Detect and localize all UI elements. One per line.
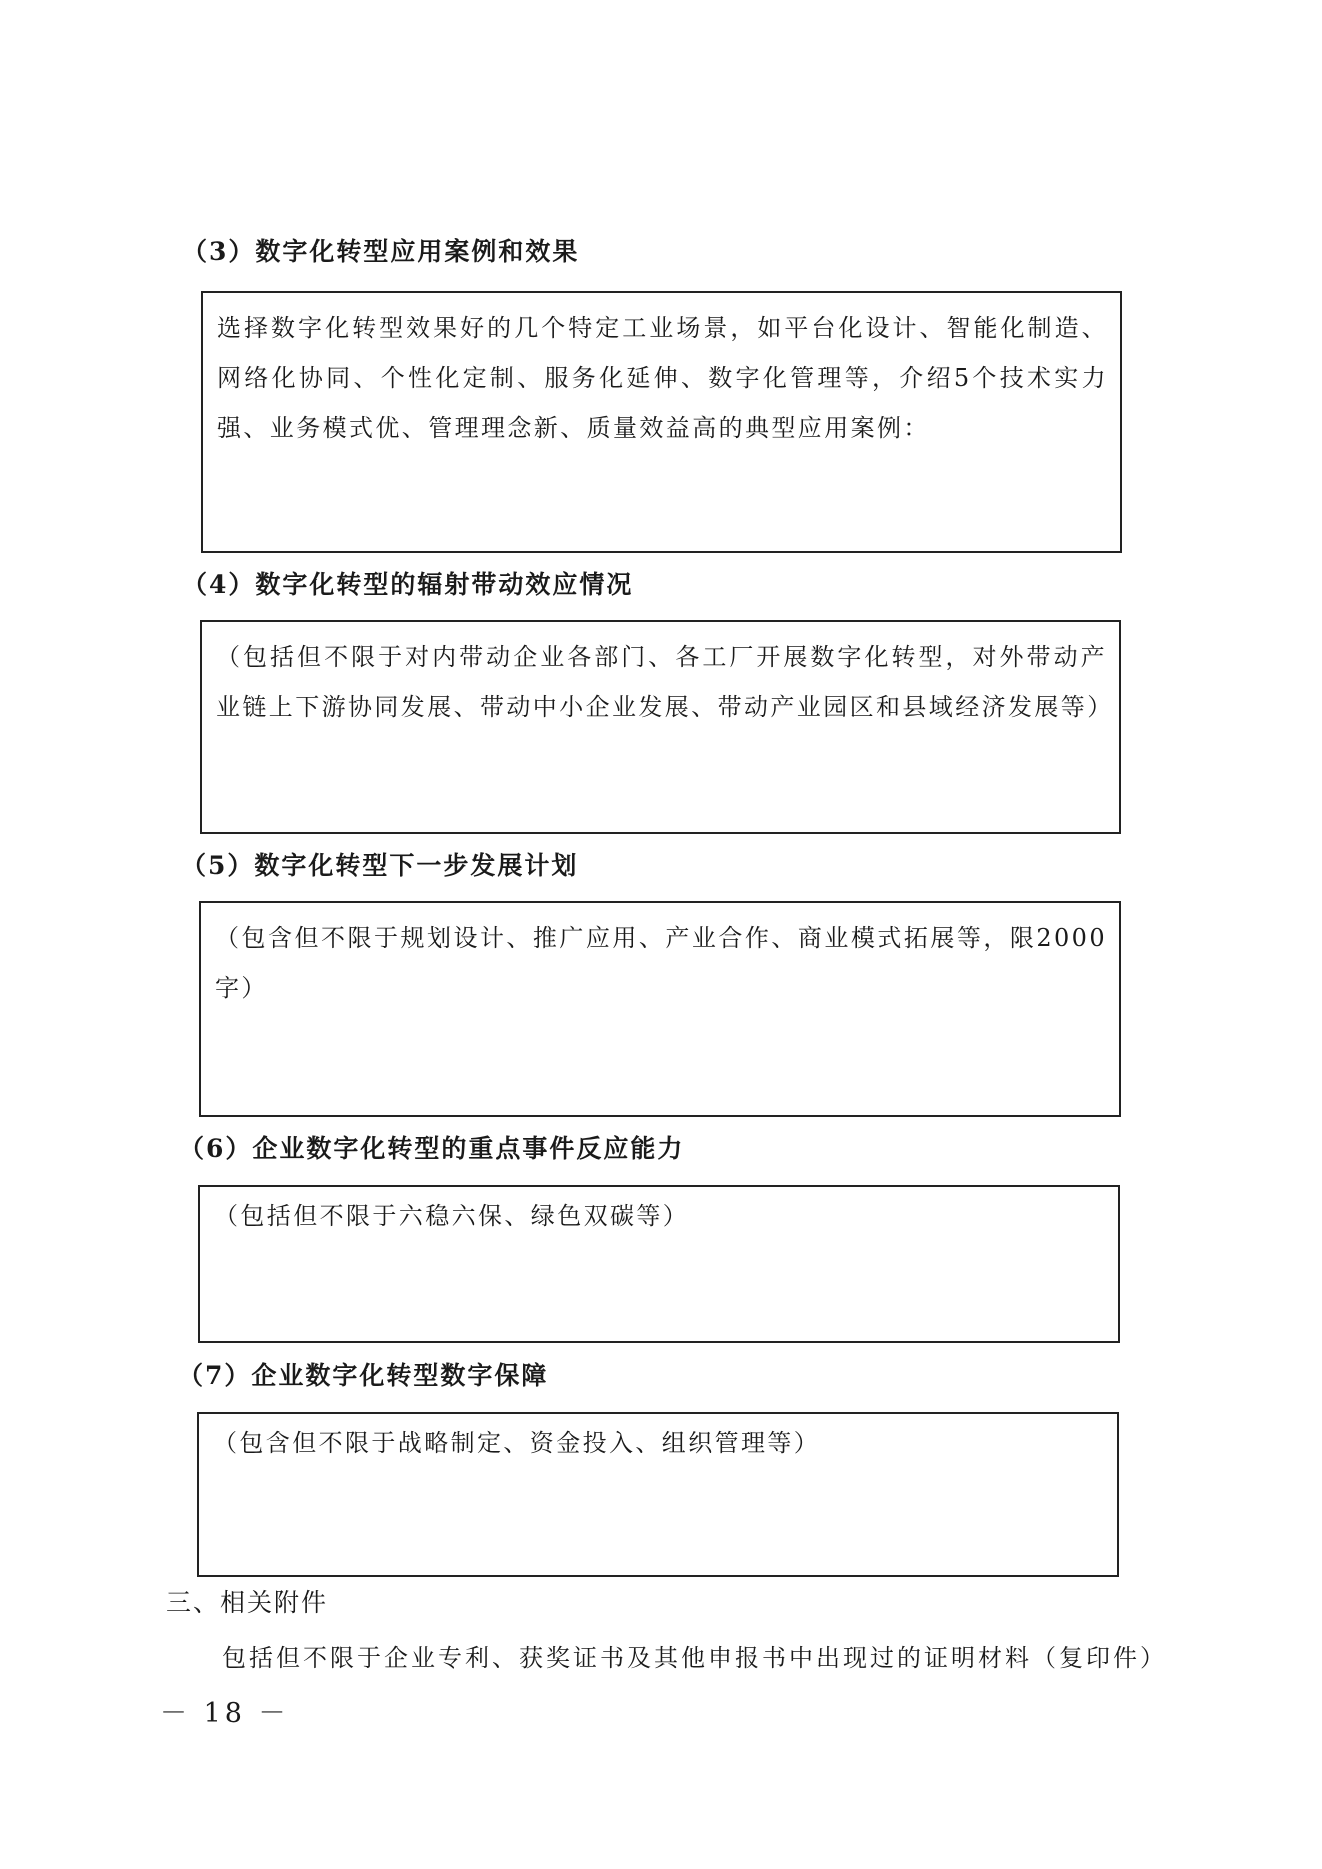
section-5-box-text: （包含但不限于规划设计、推广应用、产业合作、商业模式拓展等，限2000字） bbox=[215, 924, 1107, 1002]
section-7-box bbox=[197, 1412, 1119, 1577]
page-number: － 18 － bbox=[160, 1698, 290, 1729]
section-7-box-text: （包含但不限于战略制定、资金投入、组织管理等） bbox=[213, 1429, 821, 1457]
section-3-heading: （3）数字化转型应用案例和效果 bbox=[182, 237, 580, 266]
section-5-box bbox=[199, 901, 1121, 1117]
section-4-box bbox=[200, 620, 1121, 834]
section-3-box bbox=[201, 291, 1122, 553]
attachments-title: 三、相关附件 bbox=[166, 1588, 329, 1617]
section-5-heading: （5）数字化转型下一步发展计划 bbox=[181, 851, 579, 880]
attachments-description: 包括但不限于企业专利、获奖证书及其他申报书中出现过的证明材料（复印件） bbox=[222, 1644, 1167, 1672]
section-3-box-text: 选择数字化转型效果好的几个特定工业场景，如平台化设计、智能化制造、网络化协同、个性化定制、服务化延伸、数字化管理等，介绍5个技术实力强、业务模式优、管理理念新、质量效益高的典型应用案例： bbox=[217, 314, 1108, 442]
section-6-box bbox=[198, 1185, 1120, 1343]
section-6-heading: （6）企业数字化转型的重点事件反应能力 bbox=[179, 1134, 685, 1163]
section-4-heading: （4）数字化转型的辐射带动效应情况 bbox=[182, 570, 634, 599]
section-7-heading: （7）企业数字化转型数字保障 bbox=[178, 1361, 549, 1390]
section-6-box-text: （包括但不限于六稳六保、绿色双碳等） bbox=[214, 1202, 690, 1230]
section-4-box-text: （包括但不限于对内带动企业各部门、各工厂开展数字化转型，对外带动产业链上下游协同发展、带动中小企业发展、带动产业园区和县域经济发展等） bbox=[216, 643, 1114, 721]
